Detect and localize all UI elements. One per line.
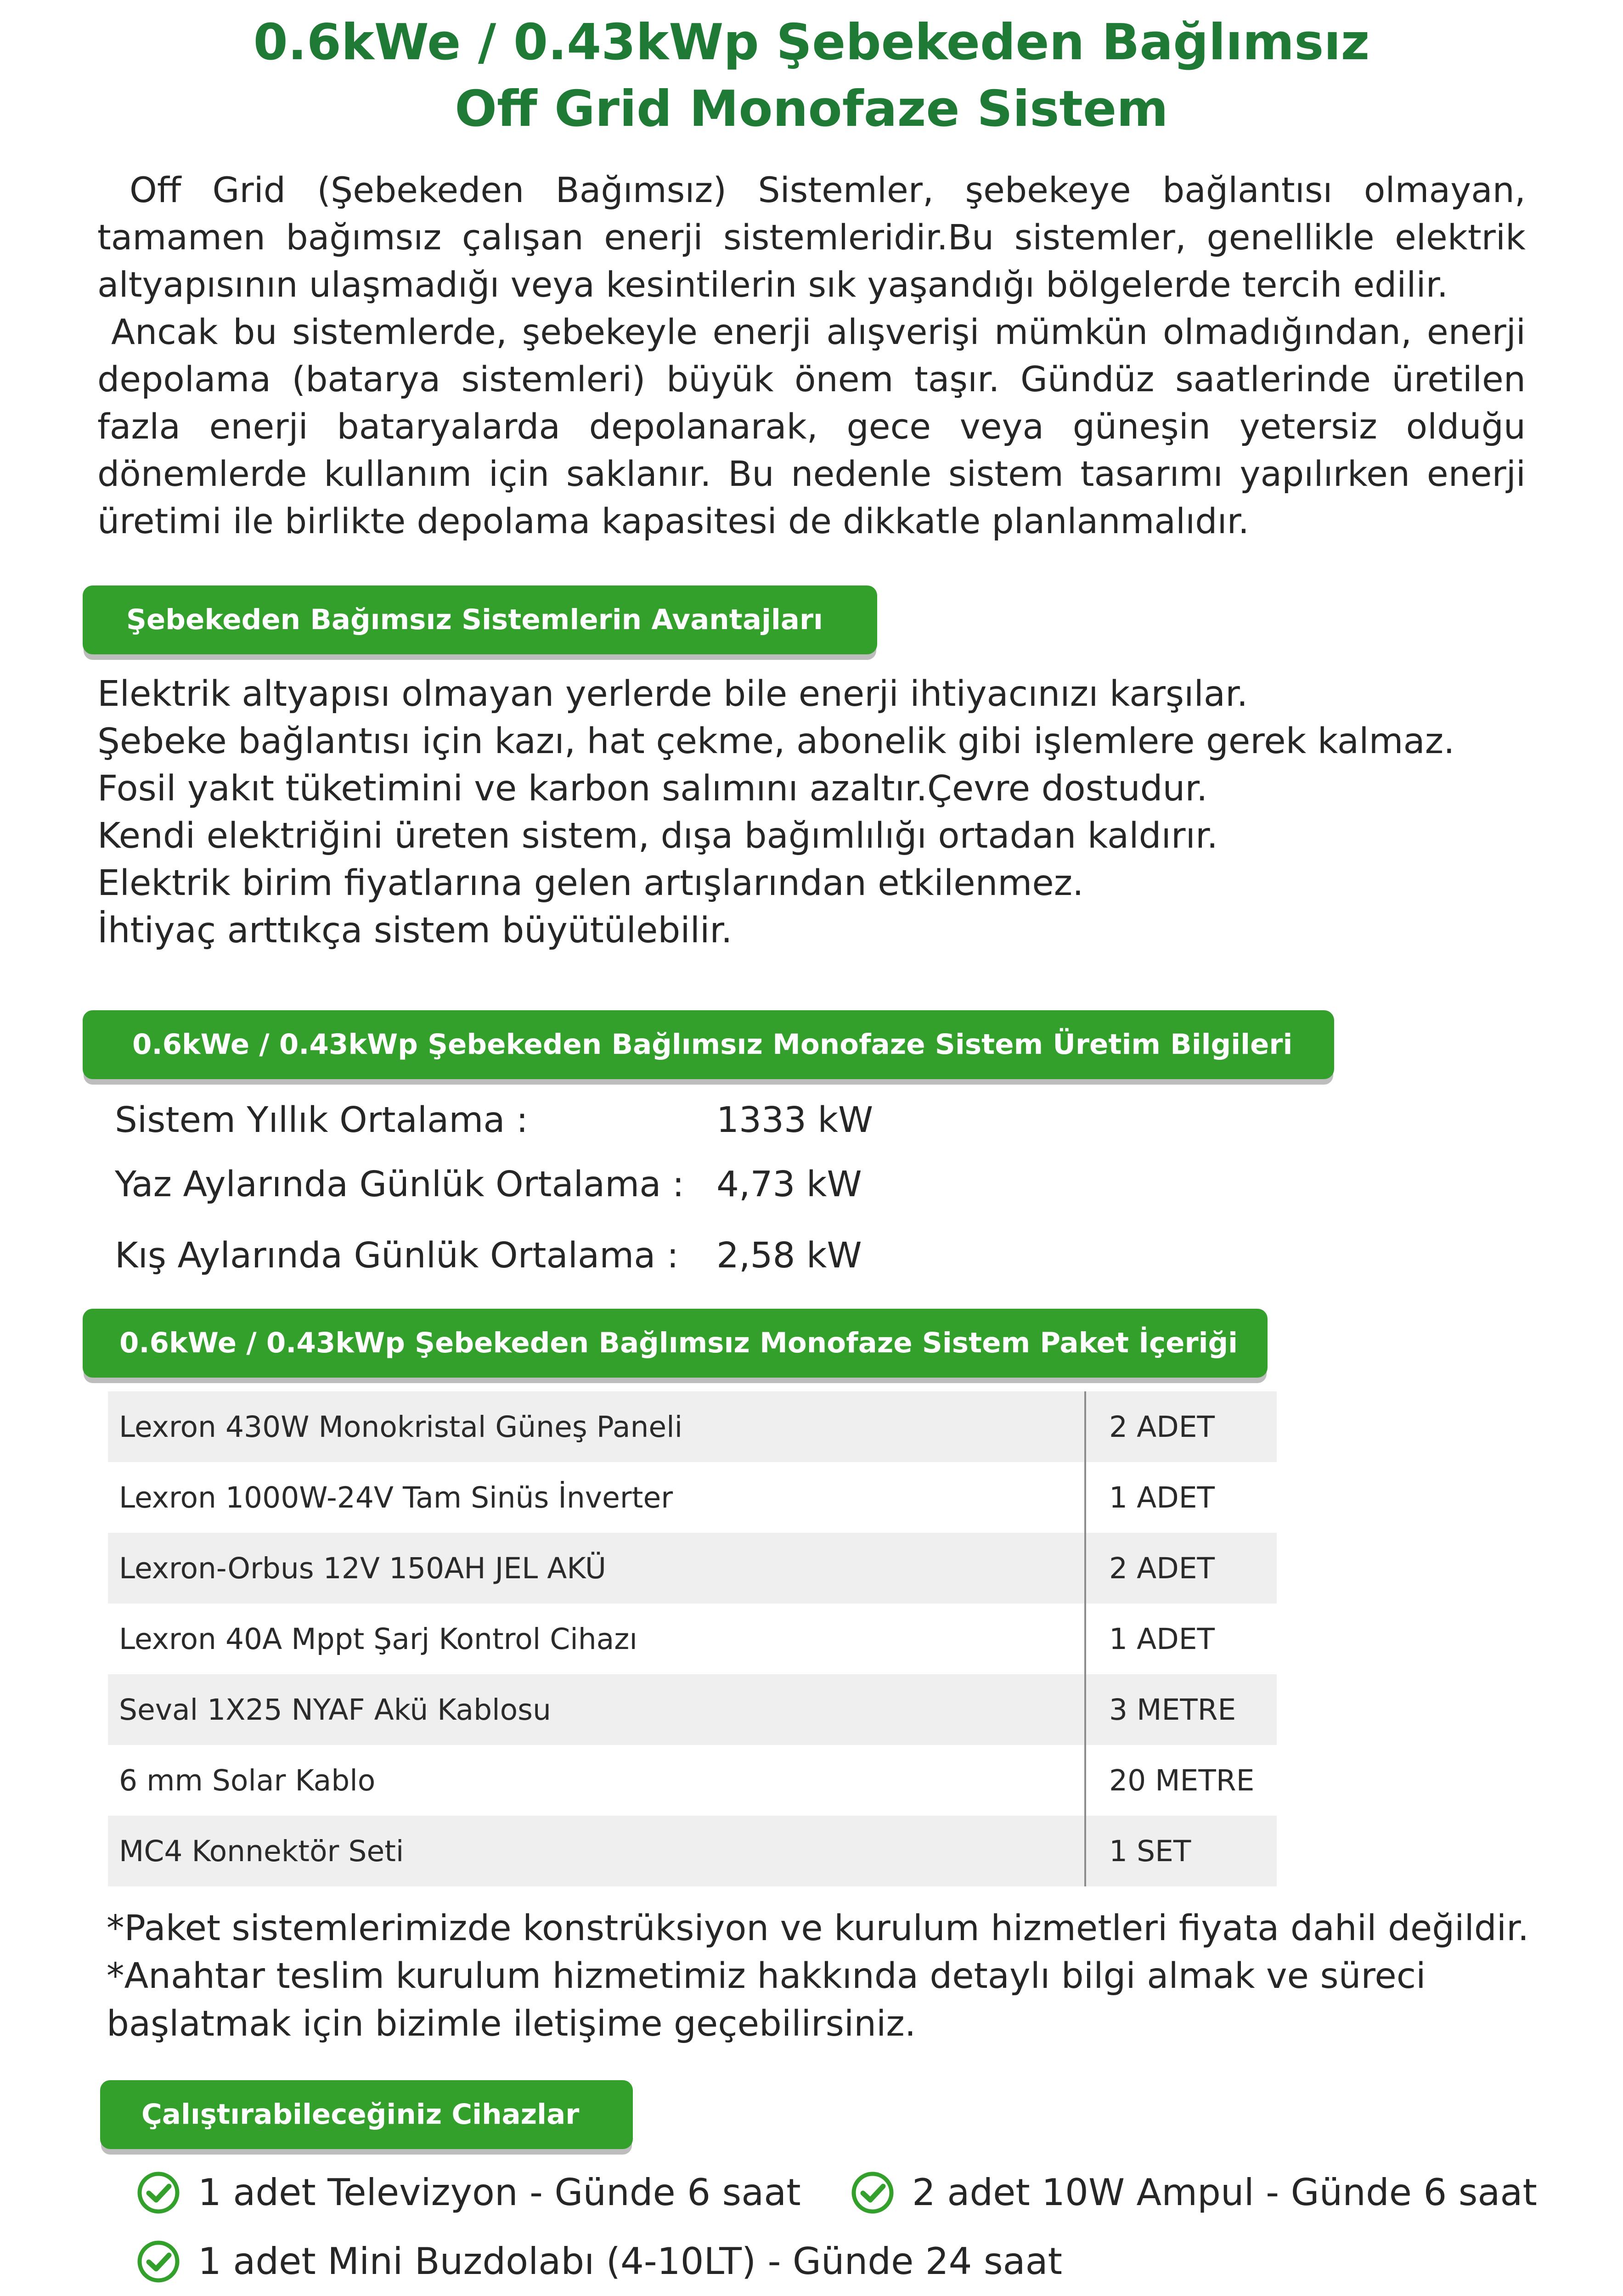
package-table (108, 1391, 1277, 1886)
note-2: *Anahtar teslim kurulum hizmetimiz hakkında detaylı bilgi almak ve süreci başlatmak için bizimle iletişime geçebilirsiniz. (107, 1956, 1426, 2044)
table-row (108, 1462, 1277, 1533)
production-value: 2,58 kW (716, 1235, 862, 1276)
table-row (108, 1674, 1277, 1745)
advantage-item: Elektrik birim fiyatlarına gelen artışlarından etkilenmez. (97, 863, 1084, 904)
check-circle-icon (135, 2170, 181, 2216)
notes (107, 1905, 1576, 2048)
page-title (0, 9, 1623, 142)
device-label: 1 adet Mini Buzdolabı (4-10LT) - Günde 24 saat (198, 2240, 1063, 2283)
package-item: Lexron 40A Mppt Şarj Kontrol Cihazı (108, 1604, 1085, 1674)
devices-heading: Çalıştırabileceğiniz Cihazlar (100, 2080, 633, 2149)
title-line-1: 0.6kWe / 0.43kWp Şebekeden Bağlımsız (253, 14, 1370, 71)
table-row (108, 1816, 1277, 1886)
production-value: 4,73 kW (716, 1164, 862, 1205)
advantage-item: İhtiyaç arttıkça sistem büyütülebilir. (97, 910, 733, 951)
production-label: Kış Aylarında Günlük Ortalama : (115, 1235, 679, 1276)
production-value: 1333 kW (716, 1100, 873, 1141)
device-item (850, 2170, 1537, 2216)
package-qty: 2 ADET (1085, 1391, 1277, 1462)
advantages-list (97, 670, 1544, 954)
production-label: Yaz Aylarında Günlük Ortalama : (115, 1164, 684, 1205)
package-qty: 20 METRE (1085, 1745, 1277, 1816)
table-row (108, 1533, 1277, 1604)
package-qty: 2 ADET (1085, 1533, 1277, 1604)
intro-paragraph-2: Ancak bu sistemlerde, şebekeyle enerji alışverişi mümkün olmadığından, enerji depolama (batarya sistemleri) büyük önem taşır. Gündüz saatlerinde üretilen fazla enerji bataryalarda depolanarak, gece veya güneşin yetersiz olduğu dönemlerde kullanım için saklanır. Bu nedenle sistem tasarımı yapılırken enerji üretimi ile birlikte depolama kapasitesi de dikkatle planlanmalıdır. (97, 311, 1526, 541)
device-label: 2 adet 10W Ampul - Günde 6 saat (912, 2171, 1537, 2214)
table-row (108, 1391, 1277, 1462)
package-item: Lexron 1000W-24V Tam Sinüs İnverter (108, 1462, 1085, 1533)
advantages-heading: Şebekeden Bağımsız Sistemlerin Avantajları (83, 585, 877, 654)
package-item: MC4 Konnektör Seti (108, 1816, 1085, 1886)
advantage-item: Kendi elektriğini üreten sistem, dışa bağımlılığı ortadan kaldırır. (97, 816, 1218, 856)
package-item: 6 mm Solar Kablo (108, 1745, 1085, 1816)
production-label: Sistem Yıllık Ortalama : (115, 1100, 528, 1141)
check-circle-icon (135, 2239, 181, 2285)
table-row (108, 1745, 1277, 1816)
advantage-item: Şebeke bağlantısı için kazı, hat çekme, abonelik gibi işlemlere gerek kalmaz. (97, 721, 1455, 762)
device-item (135, 2170, 801, 2216)
device-item (135, 2239, 1062, 2285)
table-row (108, 1604, 1277, 1674)
package-qty: 1 ADET (1085, 1462, 1277, 1533)
package-heading: 0.6kWe / 0.43kWp Şebekeden Bağlımsız Monofaze Sistem Paket İçeriği (83, 1309, 1268, 1378)
production-heading: 0.6kWe / 0.43kWp Şebekeden Bağlımsız Monofaze Sistem Üretim Bilgileri (83, 1010, 1334, 1079)
package-item: Seval 1X25 NYAF Akü Kablosu (108, 1674, 1085, 1745)
check-circle-icon (850, 2170, 896, 2216)
note-1: *Paket sistemlerimizde konstrüksiyon ve kurulum hizmetleri fiyata dahil değildir. (107, 1908, 1529, 1949)
intro-paragraph-1: Off Grid (Şebekeden Bağımsız) Sistemler, şebekeye bağlantısı olmayan, tamamen bağımsız çalışan enerji sistemleridir.Bu sistemler, genellikle elektrik altyapısının ulaşmadığı veya kesintilerin sık yaşandığı bölgelerde tercih edilir. (97, 169, 1526, 305)
advantage-item: Elektrik altyapısı olmayan yerlerde bile enerji ihtiyacınızı karşılar. (97, 674, 1248, 715)
advantage-item: Fosil yakıt tüketimini ve karbon salımını azaltır.Çevre dostudur. (97, 768, 1208, 809)
package-item: Lexron 430W Monokristal Güneş Paneli (108, 1391, 1085, 1462)
title-line-2: Off Grid Monofaze Sistem (455, 80, 1168, 138)
package-qty: 1 ADET (1085, 1604, 1277, 1674)
package-item: Lexron-Orbus 12V 150AH JEL AKÜ (108, 1533, 1085, 1604)
device-label: 1 adet Televizyon - Günde 6 saat (198, 2171, 801, 2214)
package-qty: 1 SET (1085, 1816, 1277, 1886)
package-qty: 3 METRE (1085, 1674, 1277, 1745)
intro-text (97, 166, 1526, 545)
